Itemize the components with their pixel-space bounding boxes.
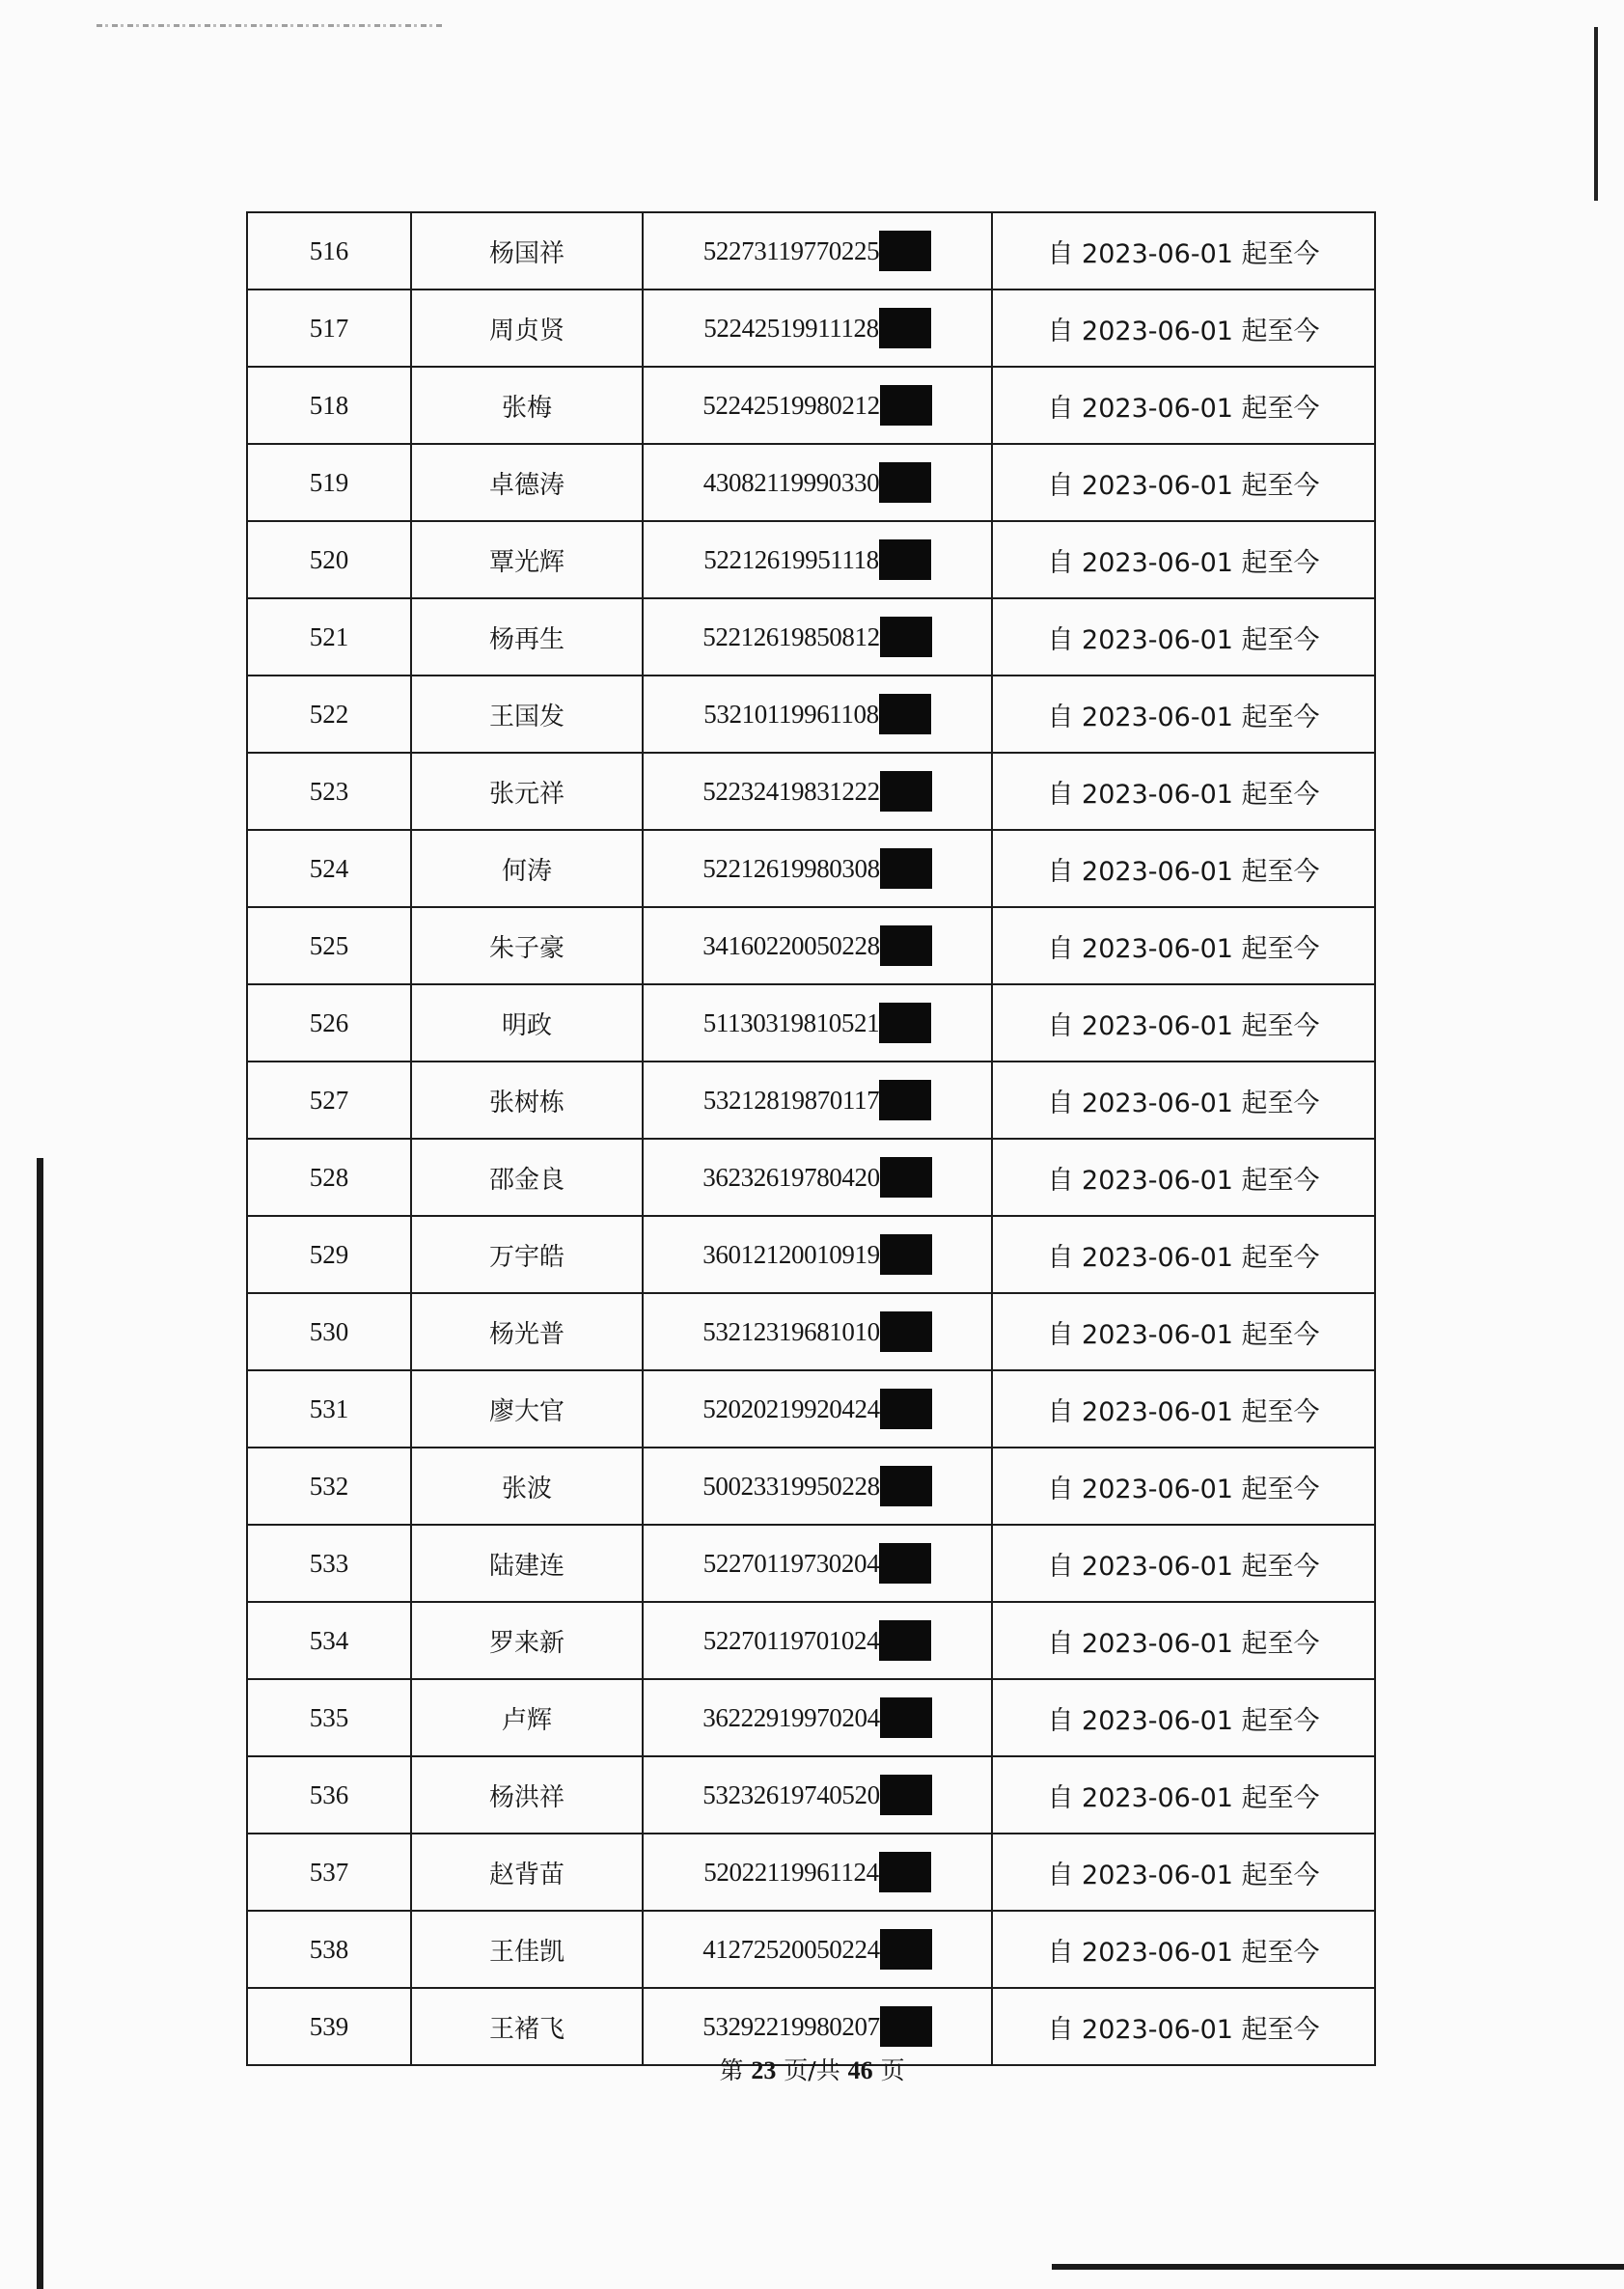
id-number: 43082119990330 [702, 467, 880, 497]
coverage-period: 自 2023-06-01 起至今 [992, 290, 1375, 367]
row-number: 516 [247, 212, 411, 290]
id-number: 51130319810521 [702, 1007, 880, 1037]
table-row [247, 830, 1375, 907]
redaction-block [880, 1389, 932, 1429]
row-number: 536 [247, 1756, 411, 1834]
redaction-block [879, 539, 931, 580]
redaction-block [880, 1697, 932, 1738]
id-number: 53210119961108 [703, 699, 879, 729]
table-row [247, 1370, 1375, 1448]
coverage-period: 自 2023-06-01 起至今 [992, 1062, 1375, 1139]
row-number: 537 [247, 1834, 411, 1911]
person-name: 杨洪祥 [411, 1756, 643, 1834]
id-number-cell [643, 367, 992, 444]
redaction-block [880, 925, 932, 966]
table-row [247, 598, 1375, 676]
coverage-period: 自 2023-06-01 起至今 [992, 521, 1375, 598]
id-number: 52212619850812 [702, 621, 880, 651]
id-number: 34160220050228 [702, 930, 880, 960]
row-number: 524 [247, 830, 411, 907]
person-name: 王国发 [411, 676, 643, 753]
person-name: 周贞贤 [411, 290, 643, 367]
id-number: 53292219980207 [702, 2011, 880, 2041]
id-number: 53232619740520 [702, 1779, 880, 1809]
redaction-block [879, 694, 931, 734]
person-name: 张元祥 [411, 753, 643, 830]
row-number: 517 [247, 290, 411, 367]
id-number-cell [643, 1370, 992, 1448]
scan-artifact-top [96, 24, 444, 27]
coverage-period: 自 2023-06-01 起至今 [992, 1602, 1375, 1679]
row-number: 539 [247, 1988, 411, 2065]
person-name: 邵金良 [411, 1139, 643, 1216]
person-name: 杨国祥 [411, 212, 643, 290]
redaction-block [880, 1929, 932, 1970]
row-number: 523 [247, 753, 411, 830]
table-row [247, 1756, 1375, 1834]
id-number: 52212619980308 [702, 853, 880, 883]
person-name: 朱子豪 [411, 907, 643, 984]
redaction-block [880, 771, 932, 812]
id-number-cell [643, 1911, 992, 1988]
table-row [247, 1216, 1375, 1293]
id-number-cell [643, 1448, 992, 1525]
id-number: 52242519980212 [702, 390, 880, 420]
coverage-period: 自 2023-06-01 起至今 [992, 830, 1375, 907]
scan-artifact-right [1594, 27, 1598, 201]
table-row [247, 1448, 1375, 1525]
table-row [247, 1525, 1375, 1602]
table-row [247, 444, 1375, 521]
row-number: 531 [247, 1370, 411, 1448]
row-number: 529 [247, 1216, 411, 1293]
id-number-cell [643, 753, 992, 830]
person-name: 明政 [411, 984, 643, 1062]
id-number-cell [643, 1293, 992, 1370]
id-number-cell [643, 1602, 992, 1679]
person-name: 张波 [411, 1448, 643, 1525]
id-number: 52270119701024 [702, 1625, 880, 1655]
id-number: 50023319950228 [702, 1471, 880, 1501]
coverage-period: 自 2023-06-01 起至今 [992, 753, 1375, 830]
id-number-cell [643, 1679, 992, 1756]
person-name: 张树栋 [411, 1062, 643, 1139]
coverage-period: 自 2023-06-01 起至今 [992, 1293, 1375, 1370]
redaction-block [880, 1311, 932, 1352]
id-number: 52232419831222 [702, 776, 880, 806]
redaction-block [880, 1466, 932, 1506]
register-table [246, 211, 1376, 2066]
person-name: 赵背苗 [411, 1834, 643, 1911]
id-number: 52242519911128 [703, 313, 879, 343]
redaction-block [879, 1003, 931, 1043]
redaction-block [879, 1620, 931, 1661]
id-number-cell [643, 907, 992, 984]
row-number: 526 [247, 984, 411, 1062]
row-number: 534 [247, 1602, 411, 1679]
redaction-block [879, 308, 931, 348]
id-number: 52022119961124 [703, 1857, 879, 1887]
coverage-period: 自 2023-06-01 起至今 [992, 1679, 1375, 1756]
person-name: 覃光辉 [411, 521, 643, 598]
person-name: 杨光普 [411, 1293, 643, 1370]
id-number: 52212619951118 [703, 544, 879, 574]
redaction-block [880, 1157, 932, 1198]
redaction-block [879, 462, 931, 503]
table-row [247, 212, 1375, 290]
table-row [247, 1139, 1375, 1216]
person-name: 卓德涛 [411, 444, 643, 521]
coverage-period: 自 2023-06-01 起至今 [992, 676, 1375, 753]
row-number: 533 [247, 1525, 411, 1602]
row-number: 520 [247, 521, 411, 598]
person-name: 王佳凯 [411, 1911, 643, 1988]
id-number-cell [643, 598, 992, 676]
id-number: 36012120010919 [702, 1239, 880, 1269]
coverage-period: 自 2023-06-01 起至今 [992, 1448, 1375, 1525]
coverage-period: 自 2023-06-01 起至今 [992, 1834, 1375, 1911]
id-number-cell [643, 1139, 992, 1216]
row-number: 525 [247, 907, 411, 984]
coverage-period: 自 2023-06-01 起至今 [992, 1988, 1375, 2065]
table-row [247, 1911, 1375, 1988]
redaction-block [879, 1543, 931, 1584]
person-name: 卢辉 [411, 1679, 643, 1756]
id-number-cell [643, 1525, 992, 1602]
row-number: 530 [247, 1293, 411, 1370]
table-row [247, 290, 1375, 367]
row-number: 538 [247, 1911, 411, 1988]
coverage-period: 自 2023-06-01 起至今 [992, 1525, 1375, 1602]
table-row [247, 1293, 1375, 1370]
id-number-cell [643, 1834, 992, 1911]
page-total-number: 46 [847, 2056, 873, 2084]
person-name: 何涛 [411, 830, 643, 907]
coverage-period: 自 2023-06-01 起至今 [992, 367, 1375, 444]
table-row [247, 1679, 1375, 1756]
redaction-block [880, 1234, 932, 1275]
row-number: 521 [247, 598, 411, 676]
row-number: 522 [247, 676, 411, 753]
id-number: 53212819870117 [702, 1085, 880, 1115]
coverage-period: 自 2023-06-01 起至今 [992, 1139, 1375, 1216]
redaction-block [880, 1775, 932, 1815]
id-number: 52020219920424 [702, 1393, 880, 1423]
id-number: 36222919970204 [702, 1702, 880, 1732]
person-name: 万宇皓 [411, 1216, 643, 1293]
row-number: 532 [247, 1448, 411, 1525]
id-number-cell [643, 444, 992, 521]
id-number-cell [643, 676, 992, 753]
coverage-period: 自 2023-06-01 起至今 [992, 984, 1375, 1062]
person-name: 王褚飞 [411, 1988, 643, 2065]
id-number-cell [643, 521, 992, 598]
coverage-period: 自 2023-06-01 起至今 [992, 1911, 1375, 1988]
page-prefix: 第 [719, 2056, 744, 2084]
row-number: 535 [247, 1679, 411, 1756]
id-number-cell [643, 984, 992, 1062]
table-row [247, 367, 1375, 444]
row-number: 528 [247, 1139, 411, 1216]
id-number-cell [643, 290, 992, 367]
person-name: 廖大官 [411, 1370, 643, 1448]
page-middle: 页/共 [784, 2056, 840, 2084]
coverage-period: 自 2023-06-01 起至今 [992, 907, 1375, 984]
page-current-number: 23 [751, 2056, 777, 2084]
id-number: 41272520050224 [702, 1934, 880, 1964]
person-name: 杨再生 [411, 598, 643, 676]
redaction-block [880, 848, 932, 889]
id-number: 52270119730204 [702, 1548, 880, 1578]
table-row [247, 676, 1375, 753]
redaction-block [879, 1080, 931, 1120]
id-number-cell [643, 1062, 992, 1139]
redaction-block [880, 385, 932, 426]
coverage-period: 自 2023-06-01 起至今 [992, 1216, 1375, 1293]
table-row [247, 1062, 1375, 1139]
redaction-block [880, 617, 932, 657]
scan-artifact-left [37, 1158, 43, 2289]
table-row [247, 753, 1375, 830]
coverage-period: 自 2023-06-01 起至今 [992, 212, 1375, 290]
id-number-cell [643, 1756, 992, 1834]
id-number-cell [643, 1216, 992, 1293]
id-number-cell [643, 830, 992, 907]
row-number: 527 [247, 1062, 411, 1139]
register-table-body [247, 212, 1375, 2065]
id-number-cell [643, 212, 992, 290]
redaction-block [879, 231, 931, 271]
coverage-period: 自 2023-06-01 起至今 [992, 1756, 1375, 1834]
id-number: 36232619780420 [702, 1162, 880, 1192]
table-row [247, 1834, 1375, 1911]
coverage-period: 自 2023-06-01 起至今 [992, 444, 1375, 521]
table-row [247, 521, 1375, 598]
page-suffix: 页 [880, 2056, 905, 2084]
id-number: 52273119770225 [702, 235, 880, 265]
id-number: 53212319681010 [702, 1316, 880, 1346]
person-name: 罗来新 [411, 1602, 643, 1679]
table-row [247, 907, 1375, 984]
person-name: 张梅 [411, 367, 643, 444]
row-number: 518 [247, 367, 411, 444]
coverage-period: 自 2023-06-01 起至今 [992, 1370, 1375, 1448]
coverage-period: 自 2023-06-01 起至今 [992, 598, 1375, 676]
table-row [247, 984, 1375, 1062]
redaction-block [880, 2006, 932, 2047]
row-number: 519 [247, 444, 411, 521]
table-row [247, 1602, 1375, 1679]
redaction-block [879, 1852, 931, 1892]
page-footer [0, 2052, 1624, 2086]
scan-artifact-bottom [1052, 2264, 1624, 2270]
person-name: 陆建连 [411, 1525, 643, 1602]
